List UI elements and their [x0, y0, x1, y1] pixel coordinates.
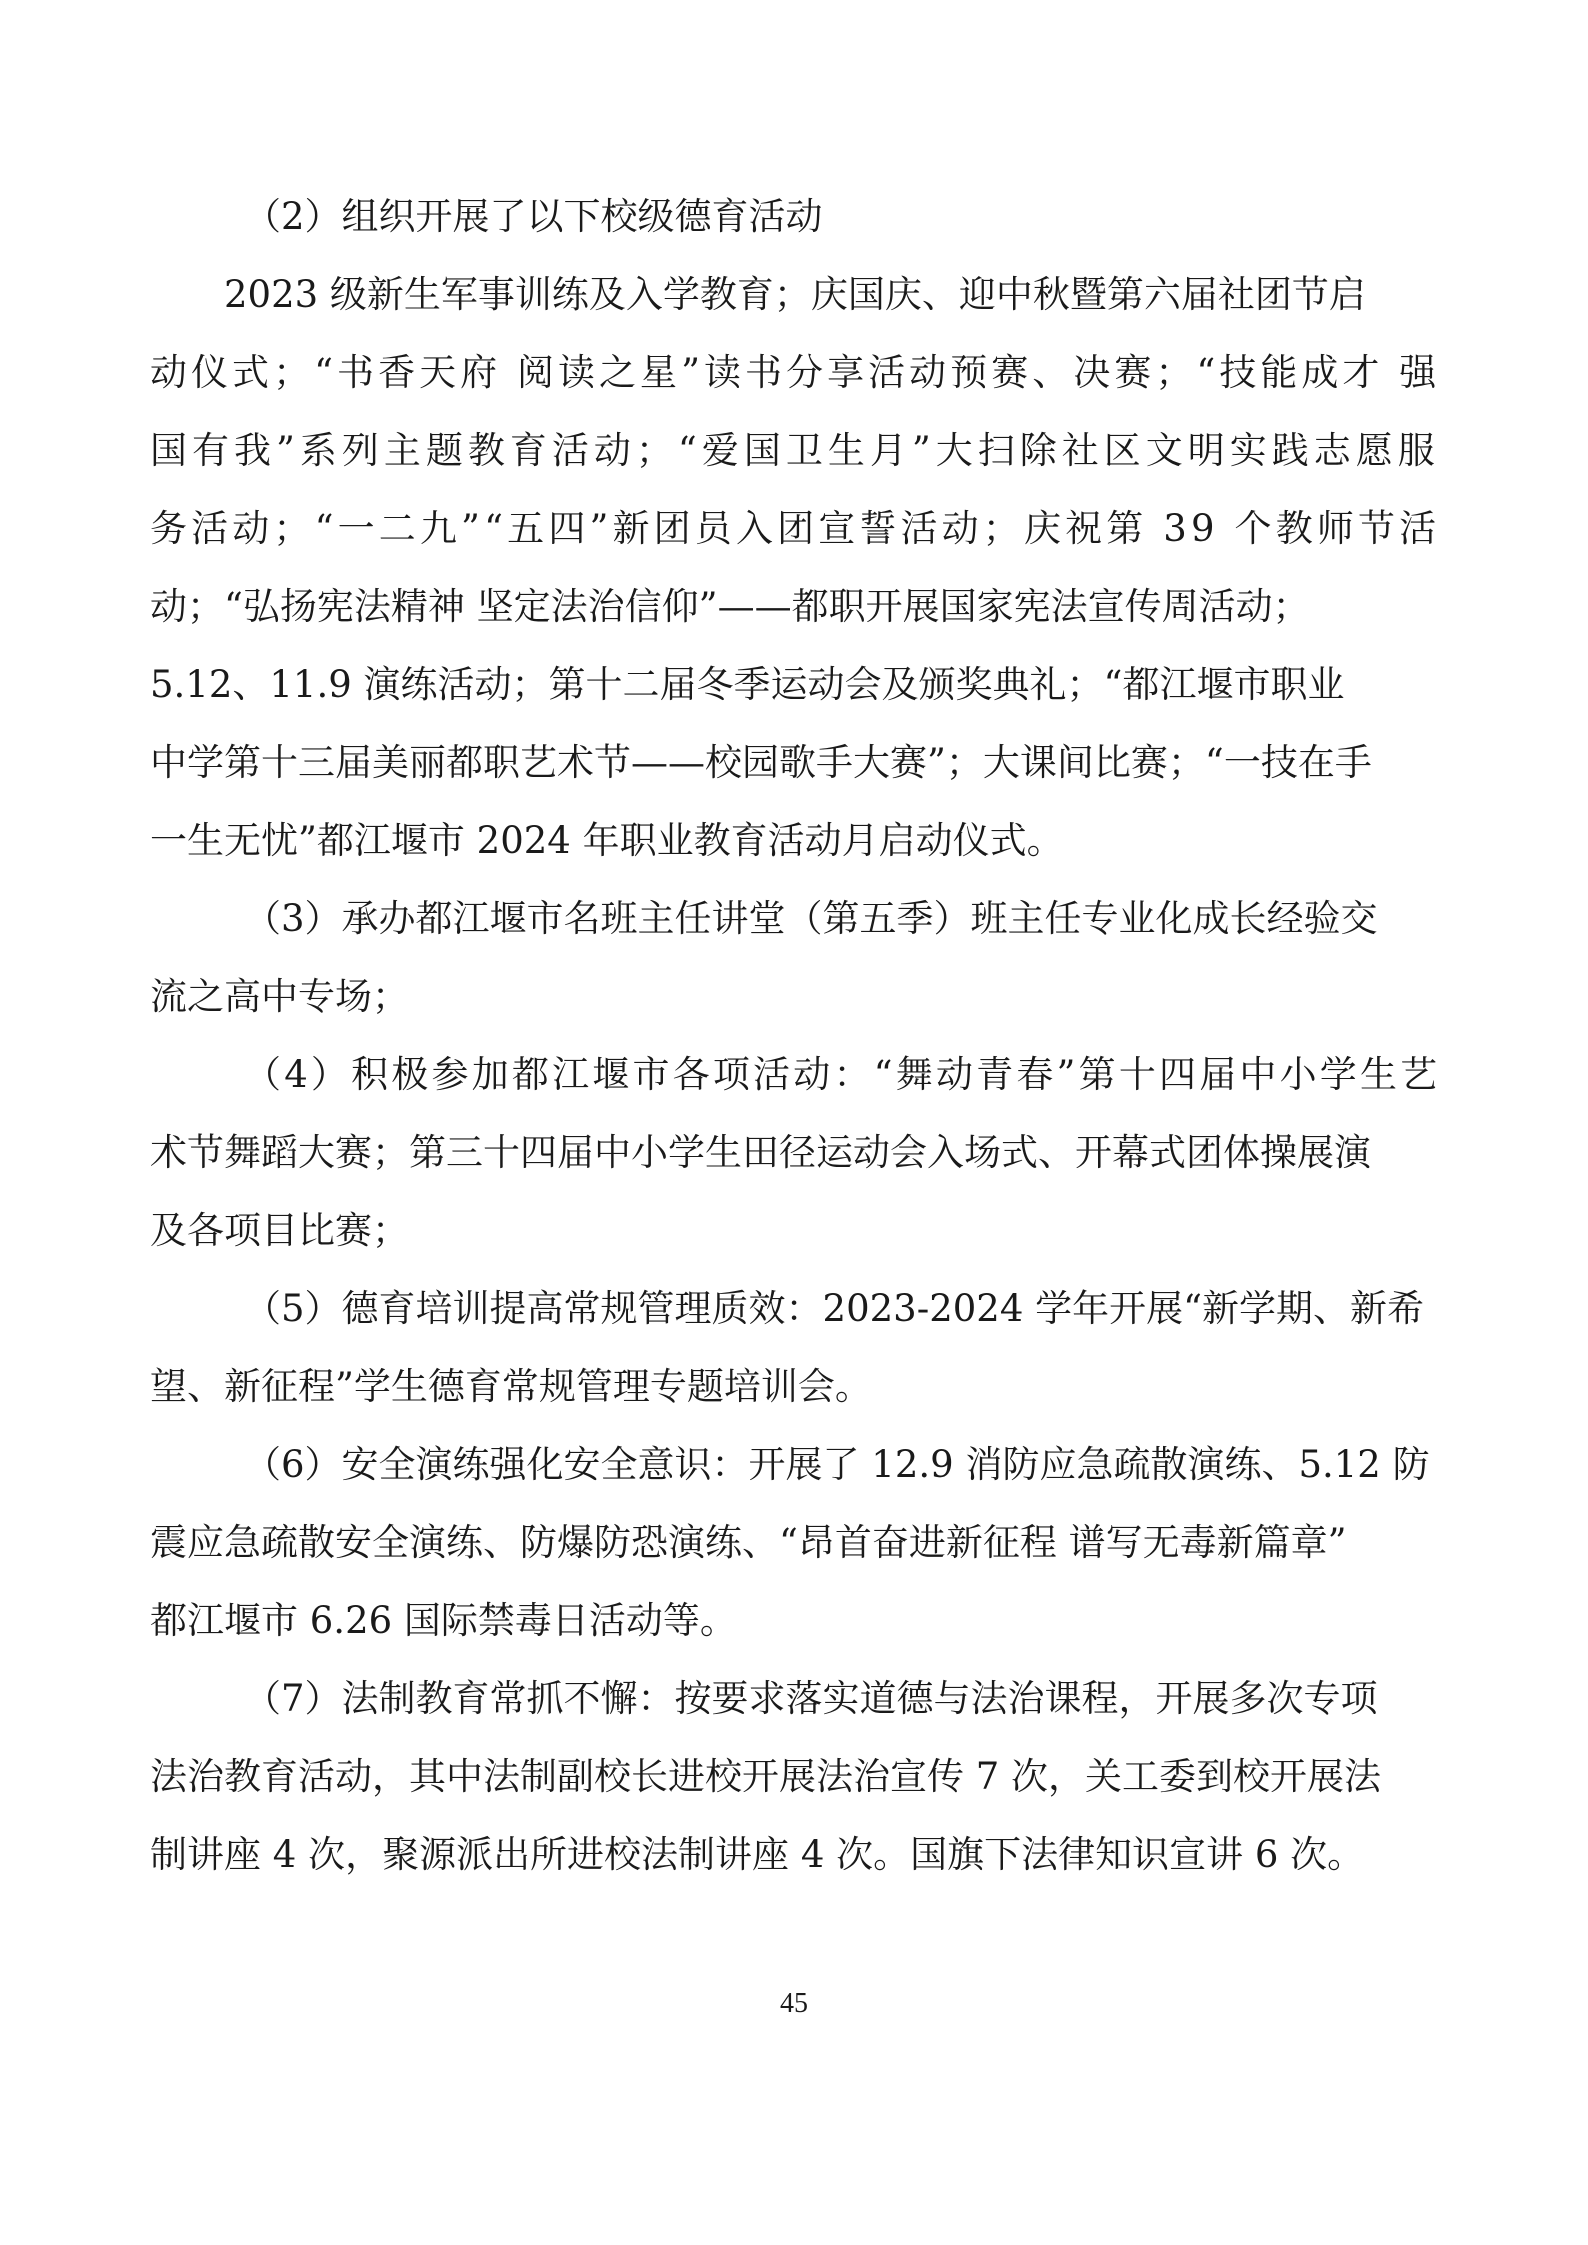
text-line: 都江堰市 6.26 国际禁毒日活动等。: [150, 1599, 737, 1642]
text-line: （4）积极参加都江堰市各项活动：“舞动青春”第十四届中小学生艺: [244, 1053, 1441, 1096]
text-line: 及各项目比赛；: [150, 1209, 409, 1252]
text-line: 制讲座 4 次，聚源派出所进校法制讲座 4 次。国旗下法律知识宣讲 6 次。: [150, 1833, 1365, 1876]
text-line: （2）组织开展了以下校级德育活动: [244, 195, 823, 238]
text-line: 务活动；“一二九”“五四”新团员入团宣誓活动；庆祝第 39 个教师节活: [150, 507, 1441, 550]
text-line: 动仪式；“书香天府 阅读之星”读书分享活动预赛、决赛；“技能成才 强: [150, 351, 1441, 394]
text-line: 5.12、11.9 演练活动；第十二届冬季运动会及颁奖典礼；“都江堰市职业: [150, 663, 1345, 706]
text-line: （5）德育培训提高常规管理质效：2023-2024 学年开展“新学期、新希: [244, 1287, 1425, 1330]
text-line: 中学第十三届美丽都职艺术节——校园歌手大赛”；大课间比赛；“一技在手: [150, 741, 1372, 784]
text-line: 2023 级新生军事训练及入学教育；庆国庆、迎中秋暨第六届社团节启: [224, 273, 1366, 316]
text-line: （3）承办都江堰市名班主任讲堂（第五季）班主任专业化成长经验交: [244, 897, 1378, 940]
text-line: 法治教育活动，其中法制副校长进校开展法治宣传 7 次，关工委到校开展法: [150, 1755, 1382, 1798]
text-line: （6）安全演练强化安全意识：开展了 12.9 消防应急疏散演练、5.12 防: [244, 1443, 1430, 1486]
text-line: 术节舞蹈大赛；第三十四届中小学生田径运动会入场式、开幕式团体操展演: [150, 1131, 1371, 1174]
text-line: （7）法制教育常抓不懈：按要求落实道德与法治课程，开展多次专项: [244, 1677, 1378, 1720]
page-number: 45: [780, 1988, 808, 2019]
text-line: 震应急疏散安全演练、防爆防恐演练、“昂首奋进新征程 谱写无毒新篇章”: [150, 1521, 1347, 1564]
text-line: 国有我”系列主题教育活动；“爱国卫生月”大扫除社区文明实践志愿服: [150, 429, 1440, 472]
text-line: 一生无忧”都江堰市 2024 年职业教育活动月启动仪式。: [150, 819, 1064, 862]
text-line: 望、新征程”学生德育常规管理专题培训会。: [150, 1365, 872, 1408]
text-line: 动；“弘扬宪法精神 坚定法治信仰”——都职开展国家宪法宣传周活动；: [150, 585, 1310, 628]
text-line: 流之高中专场；: [150, 975, 409, 1018]
